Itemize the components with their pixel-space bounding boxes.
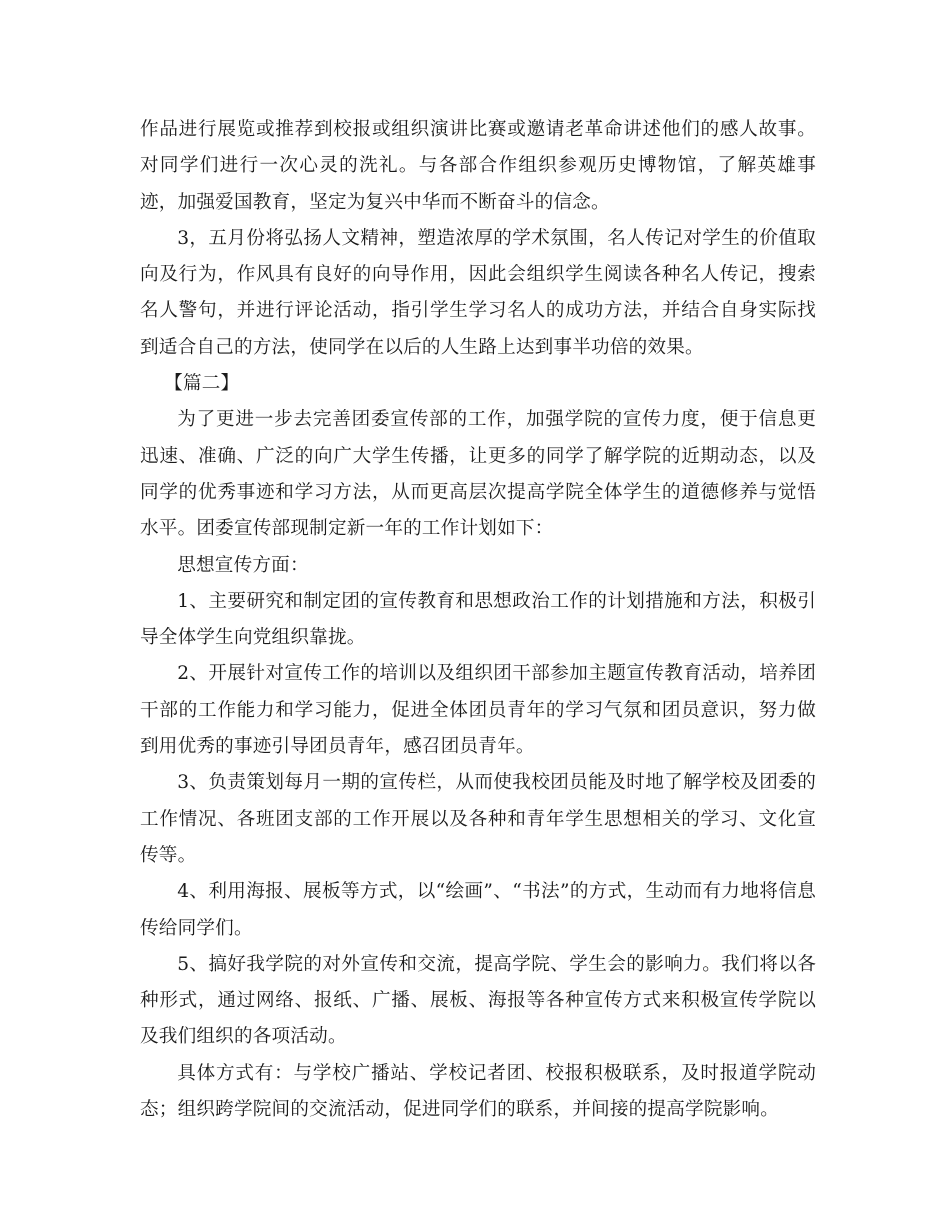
document-body	[140, 112, 816, 1128]
paragraph-intro: 为了更进一步去完善团委宣传部的工作，加强学院的宣传力度，便于信息更迅速、准确、广泛的向广大学生传播，让更多的同学了解学院的近期动态，以及同学的优秀事迹和学习方法，从而更高层次提高学院全体学生的道德修养与觉悟水平。团委宣传部现制定新一年的工作计划如下：	[140, 409, 816, 540]
list-item-5: 5、搞好我学院的对外宣传和交流，提高学院、学生会的影响力。我们将以各种形式，通过网络、报纸、广播、展板、海报等各种宣传方式来积极宣传学院以及我们组织的各项活动。	[140, 953, 816, 1048]
paragraph-may-plan: 3，五月份将弘扬人文精神，塑造浓厚的学术氛围，名人传记对学生的价值取向及行为，作风具有良好的向导作用，因此会组织学生阅读各种名人传记，搜索名人警句，并进行评论活动，指引学生学习名人的成功方法，并结合自身实际找到适合自己的方法，使同学在以后的人生路上达到事半功倍的效果。	[140, 227, 816, 358]
paragraph-continuation: 作品进行展览或推荐到校报或组织演讲比赛或邀请老革命讲述他们的感人故事。对同学们进行一次心灵的洗礼。与各部合作组织参观历史博物馆，了解英雄事迹，加强爱国教育，坚定为复兴中华而不断奋斗的信念。	[140, 119, 816, 213]
paragraph-subheading: 思想宣传方面：	[177, 554, 309, 576]
paragraph-methods: 具体方式有：与学校广播站、学校记者团、校报积极联系，及时报道学院动态；组织跨学院间的交流活动，促进同学们的联系，并间接的提高学院影响。	[140, 1062, 816, 1121]
list-item-2: 2、开展针对宣传工作的培训以及组织团干部参加主题宣传教育活动，培养团干部的工作能力和学习能力，促进全体团员青年的学习气氛和团员意识，努力做到用优秀的事迹引导团员青年，感召团员青年。	[140, 663, 816, 758]
list-item-1: 1、主要研究和制定团的宣传教育和思想政治工作的计划措施和方法，积极引导全体学生向党组织靠拢。	[140, 590, 816, 649]
list-item-4: 4、利用海报、展板等方式，以“绘画”、“书法”的方式，生动而有力地将信息传给同学们。	[140, 881, 816, 939]
list-item-3: 3、负责策划每月一期的宣传栏，从而使我校团员能及时地了解学校及团委的工作情况、各班团支部的工作开展以及各种和青年学生思想相关的学习、文化宣传等。	[140, 772, 816, 866]
section-heading: 【篇二】	[164, 373, 240, 395]
